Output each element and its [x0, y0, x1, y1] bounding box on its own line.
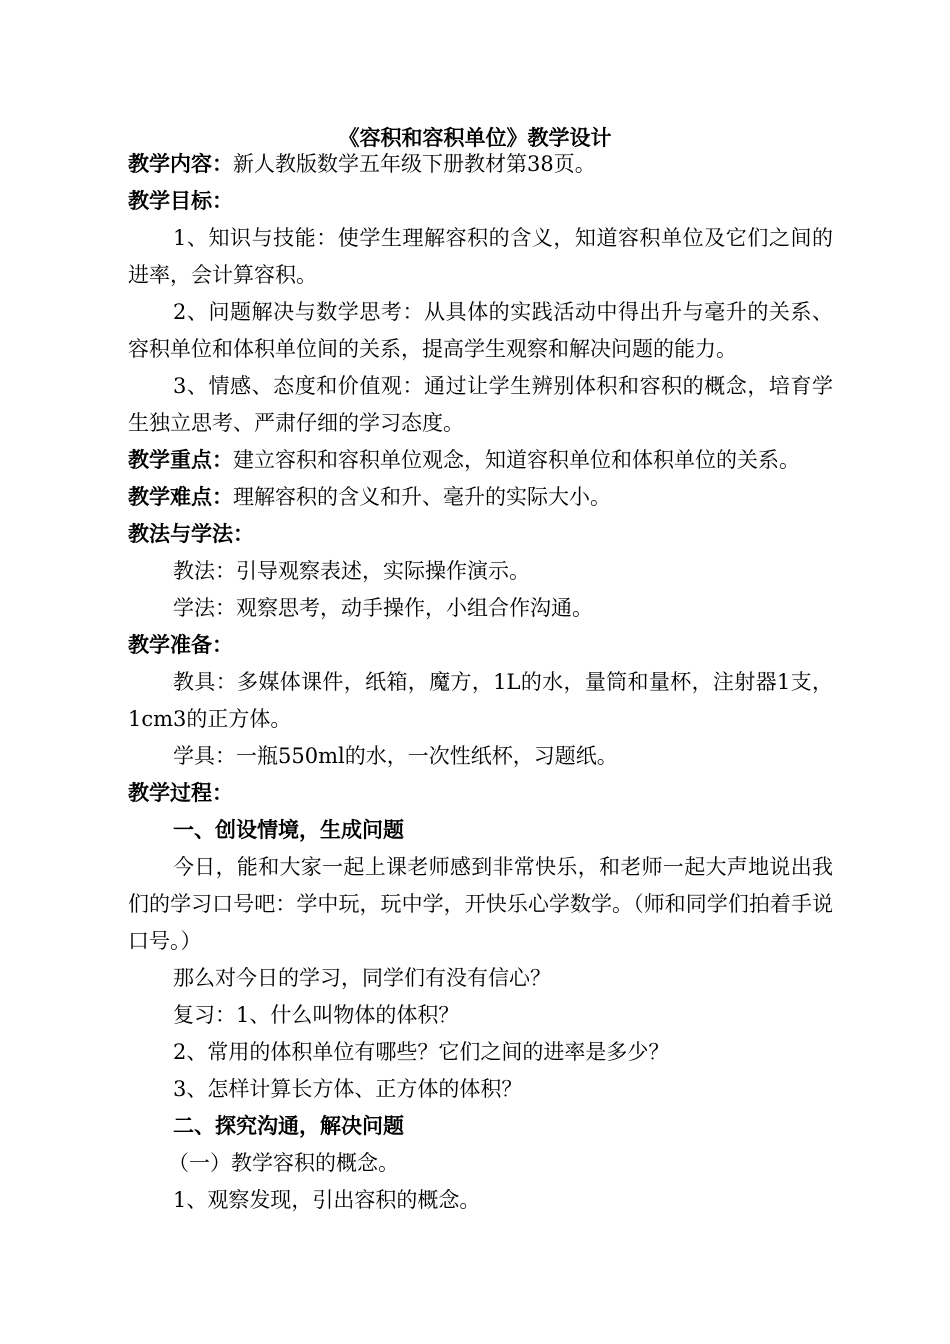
section-1-paragraph: 那么对今日的学习，同学们有没有信心？: [173, 966, 551, 990]
document-body: [128, 146, 833, 1219]
key-point: [128, 442, 833, 479]
process-heading: 教学过程：: [128, 781, 233, 805]
review-question: 复习：1、什么叫物体的体积？: [173, 1003, 460, 1027]
review-question: 2、常用的体积单位有哪些？它们之间的进率是多少？: [173, 1040, 670, 1064]
teacher-materials: 教具：多媒体课件，纸箱，魔方，1L的水，量筒和量杯，注射器1支，1cm3的正方体。: [128, 670, 833, 731]
difficulty-label: 教学难点：: [128, 485, 233, 509]
objective-item: 3、情感、态度和价值观：通过让学生辨别体积和容积的概念，培育学生独立思考、严肃仔细的学习态度。: [128, 374, 833, 435]
review-question: 3、怎样计算长方体、正方体的体积？: [173, 1077, 523, 1101]
section-2-item: 1、观察发现，引出容积的概念。: [173, 1188, 481, 1212]
preparation-heading: 教学准备：: [128, 633, 233, 657]
objective-item: 2、问题解决与数学思考：从具体的实践活动中得出升与毫升的关系、容积单位和体积单位间的关系，提高学生观察和解决问题的能力。: [128, 300, 833, 361]
teaching-method: 教法：引导观察表述，实际操作演示。: [173, 559, 530, 583]
section-2-subtitle: （一）教学容积的概念。: [168, 1151, 399, 1175]
objectives-heading: 教学目标：: [128, 189, 233, 213]
teaching-content-text: 新人教版数学五年级下册教材第38页。: [233, 152, 596, 176]
difficulty: [128, 479, 833, 516]
difficulty-text: 理解容积的含义和升、毫升的实际大小。: [233, 485, 611, 509]
document-title: 《容积和容积单位》教学设计: [338, 126, 612, 150]
learning-method: 学法：观察思考，动手操作，小组合作沟通。: [173, 596, 593, 620]
section-1-paragraph: 今日，能和大家一起上课老师感到非常快乐，和老师一起大声地说出我们的学习口号吧：学中玩，玩中学，开快乐心学数学。（师和同学们拍着手说口号。）: [128, 855, 833, 953]
teaching-content-label: 教学内容：: [128, 152, 233, 176]
section-1-title: 一、创设情境，生成问题: [173, 818, 404, 842]
methods-heading: 教法与学法：: [128, 522, 254, 546]
student-materials: 学具：一瓶550ml的水，一次性纸杯，习题纸。: [173, 744, 618, 768]
key-point-text: 建立容积和容积单位观念，知道容积单位和体积单位的关系。: [233, 448, 800, 472]
teaching-content: [128, 146, 833, 183]
objective-item: 1、知识与技能：使学生理解容积的含义，知道容积单位及它们之间的进率，会计算容积。: [128, 226, 833, 287]
section-2-title: 二、探究沟通，解决问题: [173, 1114, 404, 1138]
key-point-label: 教学重点：: [128, 448, 233, 472]
